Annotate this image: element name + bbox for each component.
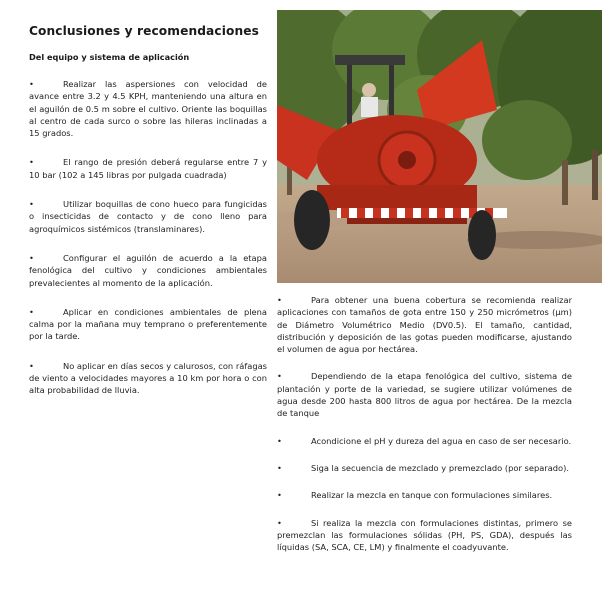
section-subheading: Del equipo y sistema de aplicación xyxy=(29,52,190,62)
bullet-item xyxy=(29,360,267,397)
bullet-marker: • xyxy=(29,360,34,371)
bullet-text: Si realiza la mezcla con formulaciones distintas, primero se premezclan las formulaciones sólidas (PH, PS, GDA), después las líquidas (SA, SCA, CE, LM) y finalmente el coadyuvante. xyxy=(277,517,572,553)
bullet-text: Utilizar boquillas de cono hueco para fungicidas o insecticidas de contacto y de cono lleno para agroquímicos sistémicos (translaminares). xyxy=(29,199,267,234)
bullet-marker: • xyxy=(277,462,282,473)
bullet-text: Realizar la mezcla en tanque con formulaciones similares. xyxy=(311,490,553,501)
bullet-item xyxy=(277,435,572,447)
right-bullet-list xyxy=(277,294,572,553)
bullet-item xyxy=(29,78,267,139)
bullet-text: El rango de presión deberá regularse entre 7 y 10 bar (102 a 145 libras por pulgada cuadrada) xyxy=(29,157,267,180)
bullet-marker: • xyxy=(29,252,34,263)
bullet-text: Dependiendo de la etapa fenológica del cultivo, sistema de plantación y porte de la variedad, se sugiere utilizar volúmenes de agua desde 200 hasta 800 litros de agua por hectárea. De la mezcla de tanque xyxy=(277,371,572,419)
bullet-text: Configurar el aguilón de acuerdo a la etapa fenológica del cultivo y condiciones ambientales prevalecientes al momento de la aplicación. xyxy=(29,252,267,288)
bullet-item xyxy=(29,156,267,181)
bullet-text: Aplicar en condiciones ambientales de plena calma por la mañana muy temprano o preferentemente por la tarde. xyxy=(29,306,267,342)
bullet-marker: • xyxy=(29,199,34,210)
bullet-item xyxy=(29,306,267,343)
bullet-text: Acondicione el pH y dureza del agua en caso de ser necesario. xyxy=(311,435,572,446)
bullet-item xyxy=(277,489,572,501)
bullet-marker: • xyxy=(29,157,34,168)
bullet-marker: • xyxy=(29,306,34,317)
bullet-item xyxy=(29,198,267,235)
bullet-marker: • xyxy=(277,490,282,501)
bullet-marker: • xyxy=(277,435,282,446)
bullet-marker: • xyxy=(277,517,282,528)
bullet-item xyxy=(29,252,267,289)
section-heading: Conclusiones y recomendaciones xyxy=(29,24,259,38)
right-column xyxy=(277,294,572,568)
bullet-item xyxy=(277,370,572,419)
bullet-text: Siga la secuencia de mezclado y premezclado (por separado). xyxy=(311,462,570,473)
bullet-item xyxy=(277,462,572,474)
bullet-marker: • xyxy=(29,79,34,89)
bullet-text: No aplicar en días secos y calurosos, con ráfagas de viento a velocidades mayores a 10 km por hora o con alta probabilidad de lluvia. xyxy=(29,360,267,396)
left-bullet-list xyxy=(29,78,267,397)
bullet-item xyxy=(277,517,572,554)
bullet-marker: • xyxy=(277,295,282,305)
bullet-text: Realizar las aspersiones con velocidad de avance entre 3.2 y 4.5 KPH, manteniendo una altura en el aguilón de 0.5 m sobre el cultivo. Oriente las boquillas al centro de cada surco o sobre las hileras inclinadas a 15 grados. xyxy=(29,79,267,139)
sprayer-photo xyxy=(277,10,602,283)
bullet-marker: • xyxy=(277,371,282,382)
bullet-text: Para obtener una buena cobertura se recomienda realizar aplicaciones con tamaños de gota entre 150 y 250 micrómetros (µm) de Diámetro Volumétrico Medio (DV0.5). El tamaño, cantidad, distribución y deposición de las gotas pueden modificarse, ajustando el volumen de agua por hectárea. xyxy=(277,295,572,355)
left-column xyxy=(29,24,267,414)
bullet-item xyxy=(277,294,572,355)
